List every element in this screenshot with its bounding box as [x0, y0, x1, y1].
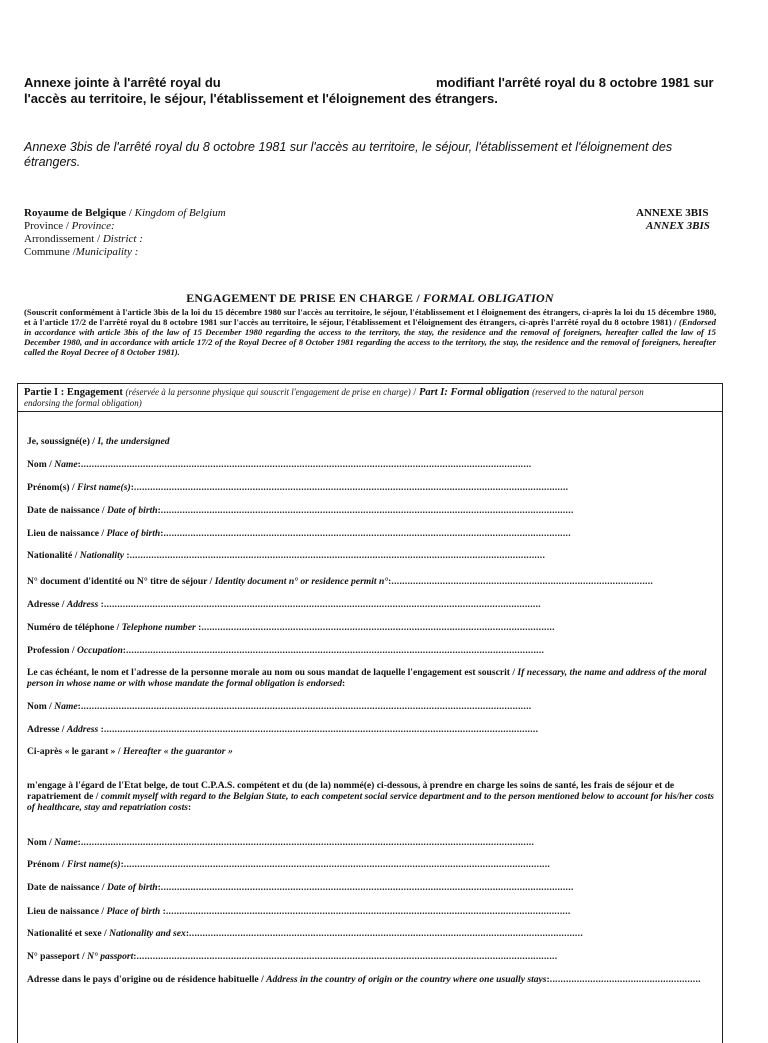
annex-number-en: ANNEX 3BIS — [646, 220, 710, 232]
kingdom-line: Royaume de Belgique / Kingdom of Belgium — [24, 207, 226, 219]
district-en: District : — [102, 233, 143, 245]
legal-preamble: (Souscrit conformément à l'article 3bis de la loi du 15 décembre 1980 sur l'accès au territoire, le séjour, l'établissement et l éloignement des étrangers, ci-après la loi du 15 décembre 1980, et à l'article 17/2 de l'arrêté royal du 8 octobre 1981 sur l'accès au territoire, le séjour, l'établissement et l'éloignement des étrangers, ci-après l'arrêté royal du 8 octobre 1981) / (Endorsed in accordance with article 3bis of the law of 15 December 1980 regarding the access to the territory, the stay, the residence and the removal of foreigners, hereafter called the law of 15 December 1980, and in accordance with article 17/2 of the Royal Decree of 8 October 1981 regarding the access to the territory, the stay, the residence and the removal of foreigners, hereafter called the Royal Decree of 8 October 1981). — [24, 307, 716, 357]
guarantor-address-field[interactable]: Adresse / Address :.................................................................................................................................................................. — [27, 599, 542, 610]
commitment-paragraph: m'engage à l'égard de l'Etat belge, de tout C.P.A.S. compétent et du (de la) nommé(e) ci-dessous, à prendre en charge les soins de santé, les frais de séjour et de rapatriement de / commit myself with regard to the Belgian State, to each competent social service department and to the person mentioned below to account for his/her costs of healthcare, stay and repatriation costs: — [27, 780, 715, 813]
province-line: Province / Province: — [24, 220, 115, 232]
preamble-fr: (Souscrit conformément à l'article 3bis de la loi du 15 décembre 1980 sur l'accès au territoire, le séjour, l'établissement et l éloignement des étrangers, ci-après la loi du 15 décembre 1980, et à l'article 17/2 de l'arrêté royal du 8 octobre 1981 sur l'accès au territoire, le séjour, l'établissement et l'éloignement des étrangers, ci-après l'arrêté royal du 8 octobre 1981) — [24, 307, 716, 327]
part1-title-en: Part I: Formal obligation — [418, 387, 530, 398]
district-line: Arrondissement / District : — [24, 233, 143, 245]
guarantor-name-field[interactable]: Nom / Name:....................................................................................................................................................................... — [27, 459, 532, 470]
heading-fr: ENGAGEMENT DE PRISE EN CHARGE — [186, 291, 414, 305]
province-fr: Province — [24, 220, 64, 232]
part1-header — [18, 384, 722, 412]
part1-note-fr: (réservée à la personne physique qui souscrit l'engagement de prise en charge) — [125, 387, 411, 397]
beneficiary-home-address-field[interactable]: Adresse dans le pays d'origine ou de résidence habituelle / Address in the country of origin or the country where one usually stays:........................................................ — [27, 974, 701, 985]
preamble-en: (Endorsed in accordance with article 3bis of the law of 15 December 1980 regarding the access to the territory, the stay, the residence and the removal of foreigners, hereafter called the law of 15 December 1980, and in accordance with article 17/2 of the Royal Decree of 8 October 1981 regarding the access to the territory, the stay, the residence and the removal of foreigners, hereafter called the Royal Decree of 8 October 1981). — [24, 317, 716, 357]
commune-fr: Commune — [24, 246, 70, 258]
province-en: Province: — [71, 220, 115, 232]
annex-number-fr: ANNEXE 3BIS — [636, 207, 709, 219]
guarantor-birthplace-field[interactable]: Lieu de naissance / Place of birth:....................................................................................................................................................... — [27, 528, 571, 539]
guarantor-birthdate-field[interactable]: Date de naissance / Date of birth:......................................................................................................................................................... — [27, 505, 574, 516]
document-heading: ENGAGEMENT DE PRISE EN CHARGE / FORMAL OBLIGATION — [186, 291, 554, 305]
part1-note-en: (reserved to the natural person — [532, 387, 644, 397]
guarantor-definition: Ci-après « le garant » / Hereafter « the guarantor » — [27, 746, 233, 757]
header-line2: l'accès au territoire, le séjour, l'établissement et l'éloignement des étrangers. — [24, 91, 498, 106]
beneficiary-name-field[interactable]: Nom / Name:........................................................................................................................................................................ — [27, 837, 535, 848]
undersigned-label: Je, soussigné(e) / I, the undersigned — [27, 436, 170, 447]
part1-title: Partie I : Engagement (réservée à la personne physique qui souscrit l'engagement de prise en charge) / Part I: Formal obligation (reserved to the natural person — [24, 387, 644, 398]
beneficiary-nationality-sex-field[interactable]: Nationalité et sexe / Nationality and sex:.................................................................................................................................................. — [27, 928, 584, 939]
annex-title-line2: étrangers. — [24, 155, 81, 169]
commune-en: Municipality : — [75, 246, 139, 258]
beneficiary-birthdate-field[interactable]: Date de naissance / Date of birth:......................................................................................................................................................... — [27, 882, 574, 893]
annex-title-line1: Annexe 3bis de l'arrêté royal du 8 octobre 1981 sur l'accès au territoire, le séjour, l'établissement et l'éloignement des — [24, 140, 673, 154]
legal-person-address-field[interactable]: Adresse / Address :................................................................................................................................................................. — [27, 724, 539, 735]
header-line1-left: Annexe jointe à l'arrêté royal du — [24, 75, 221, 90]
header-line1-right: modifiant l'arrêté royal du 8 octobre 1981 sur — [436, 75, 714, 90]
beneficiary-birthplace-field[interactable]: Lieu de naissance / Place of birth :...................................................................................................................................................... — [27, 906, 571, 917]
guarantor-phone-field[interactable]: Numéro de téléphone / Telephone number :................................................................................................................................... — [27, 622, 555, 633]
guarantor-id-document-field[interactable]: N° document d'identité ou N° titre de séjour / Identity document n° or residence permit n°:................................................................................................. — [27, 576, 654, 587]
part1-title-fr: Partie I : Engagement — [24, 387, 123, 398]
part1-note-en-line2: endorsing the formal obligation) — [24, 398, 142, 408]
guarantor-occupation-field[interactable]: Profession / Occupation:........................................................................................................................................................... — [27, 645, 545, 656]
commune-line: Commune /Municipality : — [24, 246, 139, 258]
district-fr: Arrondissement — [24, 233, 95, 245]
legal-person-paragraph: Le cas échéant, le nom et l'adresse de la personne morale au nom ou sous mandat de laquelle l'engagement est souscrit / If necessary, the name and address of the moral person in whose name or with whose mandate the formal obligation is endorsed: — [27, 667, 707, 689]
beneficiary-firstname-field[interactable]: Prénom / First name(s):.............................................................................................................................................................. — [27, 859, 551, 870]
guarantor-firstname-field[interactable]: Prénom(s) / First name(s):................................................................................................................................................................. — [27, 482, 569, 493]
heading-en: FORMAL OBLIGATION — [423, 291, 554, 305]
kingdom-en: Kingdom of Belgium — [134, 207, 226, 219]
guarantor-nationality-field[interactable]: Nationalité / Nationality :.......................................................................................................................................................... — [27, 550, 546, 561]
beneficiary-passport-field[interactable]: N° passeport / N° passport:............................................................................................................................................................ — [27, 951, 558, 962]
legal-person-name-field[interactable]: Nom / Name:....................................................................................................................................................................... — [27, 701, 532, 712]
kingdom-fr: Royaume de Belgique — [24, 207, 127, 219]
